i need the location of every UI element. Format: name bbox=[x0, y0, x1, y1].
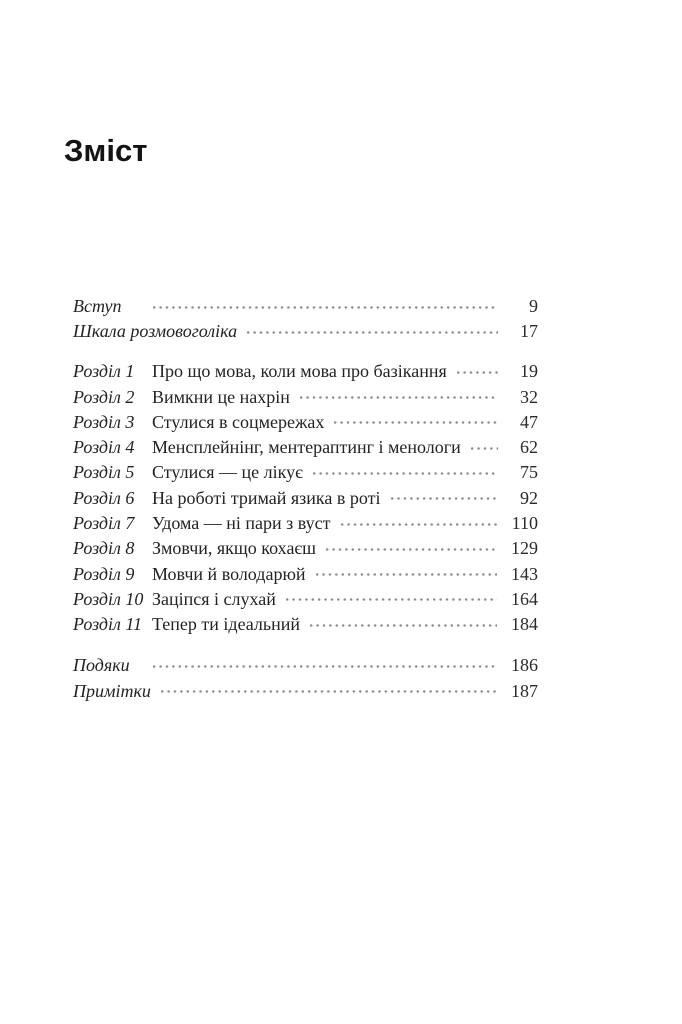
dot-leader bbox=[323, 536, 497, 561]
toc-entry bbox=[73, 435, 538, 460]
toc-entry-label: Розділ 1 bbox=[73, 361, 135, 382]
toc-entry-page: 62 bbox=[520, 437, 538, 458]
toc-entry-page: 19 bbox=[520, 361, 538, 382]
toc-entry-page: 129 bbox=[511, 538, 538, 559]
dot-leader bbox=[331, 410, 498, 435]
section-gap bbox=[73, 345, 538, 360]
toc-entry-label: Розділ 8 bbox=[73, 538, 135, 559]
toc-entry-label: Розділ 10 bbox=[73, 588, 144, 609]
toc-entry bbox=[73, 294, 538, 319]
toc-entry bbox=[73, 612, 538, 637]
toc-entry-label: Розділ 3 bbox=[73, 411, 135, 432]
toc-entry bbox=[73, 653, 538, 678]
dot-leader bbox=[454, 359, 498, 384]
toc-entry-label: Шкала розмовоголіка bbox=[73, 321, 238, 342]
toc-entry-page: 110 bbox=[511, 513, 538, 534]
toc-entry-label: Подяки bbox=[73, 655, 130, 676]
toc-entry-title: Удома — ні пари з вуст bbox=[152, 513, 331, 534]
toc-entry bbox=[73, 410, 538, 435]
toc-entry-page: 187 bbox=[511, 680, 538, 701]
toc-entry bbox=[73, 562, 538, 587]
toc-entry bbox=[73, 460, 538, 485]
toc-entry-title: На роботі тримай язика в роті bbox=[152, 487, 381, 508]
dot-leader bbox=[244, 319, 498, 344]
toc-entry-title: Менсплейнінг, ментераптинг і менологи bbox=[152, 437, 461, 458]
toc-entry bbox=[73, 486, 538, 511]
toc-entry-page: 32 bbox=[520, 386, 538, 407]
toc-entry-page: 92 bbox=[520, 487, 538, 508]
toc-entry-page: 17 bbox=[520, 321, 538, 342]
toc-entry-label: Розділ 6 bbox=[73, 487, 135, 508]
toc-entry-label: Вступ bbox=[73, 296, 122, 316]
toc-entry bbox=[73, 536, 538, 561]
toc-entry-label: Розділ 7 bbox=[73, 513, 135, 534]
toc-entry-page: 9 bbox=[529, 296, 538, 316]
toc-entry-page: 47 bbox=[520, 411, 538, 432]
toc-entry-title: Про що мова, коли мова про базікання bbox=[152, 361, 447, 382]
toc-entry bbox=[73, 319, 538, 344]
toc-entry bbox=[73, 679, 538, 704]
page-title: Зміст bbox=[64, 133, 148, 168]
toc-entry-page: 75 bbox=[520, 462, 538, 483]
dot-leader bbox=[468, 435, 498, 460]
toc-entry-label: Розділ 9 bbox=[73, 563, 135, 584]
dot-leader bbox=[313, 562, 497, 587]
table-of-contents bbox=[73, 294, 538, 704]
toc-entry-title: Тепер ти ідеальний bbox=[152, 614, 301, 635]
toc-entry-label: Розділ 4 bbox=[73, 437, 135, 458]
dot-leader bbox=[338, 511, 498, 536]
toc-entry-page: 186 bbox=[511, 655, 538, 676]
toc-entry-label: Примітки bbox=[73, 680, 151, 701]
dot-leader bbox=[150, 294, 498, 319]
toc-entry-title: Мовчи й володарюй bbox=[152, 563, 306, 584]
toc-entry bbox=[73, 385, 538, 410]
section-gap bbox=[73, 638, 538, 654]
toc-entry-page: 164 bbox=[511, 588, 538, 609]
toc-entry-label: Розділ 2 bbox=[73, 386, 135, 407]
dot-leader bbox=[158, 679, 497, 704]
toc-entry bbox=[73, 359, 538, 384]
toc-entry-page: 184 bbox=[511, 614, 538, 635]
toc-entry-title: Заціпся і слухай bbox=[152, 588, 276, 609]
toc-entry-page: 143 bbox=[511, 563, 538, 584]
dot-leader bbox=[283, 587, 497, 612]
toc-entry-title: Стулися — це лікує bbox=[152, 462, 303, 483]
toc-entry-title: Стулися в соцмережах bbox=[152, 411, 325, 432]
toc-entry-title: Змовчи, якщо кохаєш bbox=[152, 538, 317, 559]
dot-leader bbox=[310, 460, 498, 485]
toc-entry-title: Вимкни це нахрін bbox=[152, 386, 290, 407]
dot-leader bbox=[150, 653, 497, 678]
toc-entry-label: Розділ 11 bbox=[73, 614, 143, 635]
toc-entry bbox=[73, 587, 538, 612]
toc-entry bbox=[73, 511, 538, 536]
dot-leader bbox=[297, 385, 498, 410]
toc-entry-label: Розділ 5 bbox=[73, 462, 135, 483]
dot-leader bbox=[388, 486, 499, 511]
dot-leader bbox=[307, 612, 497, 637]
